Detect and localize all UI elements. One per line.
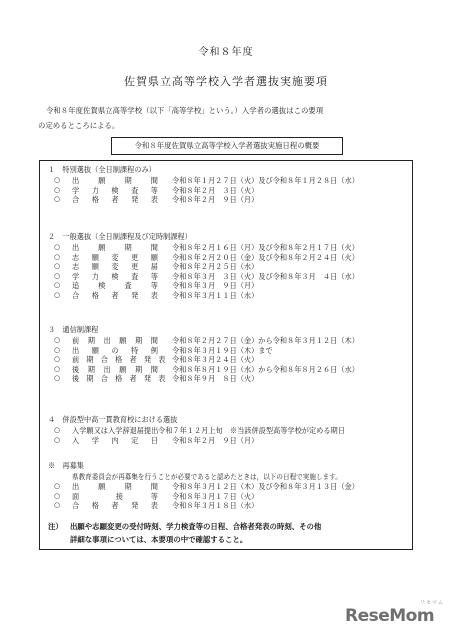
- schedule-row: [48, 426, 408, 436]
- schedule-box-title: 令和８年度佐賀県立高等学校入学者選抜実施日程の概要: [111, 137, 343, 155]
- circle-bullet-icon: ○: [54, 501, 61, 509]
- circle-bullet-icon: ○: [54, 491, 61, 500]
- schedule-row: [48, 365, 408, 375]
- schedule-row: [48, 272, 408, 282]
- circle-bullet-icon: ○: [54, 262, 61, 270]
- circle-bullet-icon: ○: [54, 243, 61, 251]
- schedule-item-label: 学 力 検 査 等: [72, 271, 158, 281]
- intro-line: の定めるところによる。: [38, 121, 120, 130]
- circle-bullet-icon: ○: [54, 482, 61, 490]
- schedule-section: [48, 414, 408, 445]
- document-year: 令和８年度: [198, 47, 254, 58]
- schedule-item-label: 出 願 期 間: [72, 482, 158, 491]
- schedule-item-date: 令和８年８月１９日（水）から令和８年８月２６日（水）: [172, 364, 359, 374]
- schedule-item-date: 令和８年１月２７日（火）及び令和８年１月２８日（水）: [172, 176, 359, 185]
- schedule-item-label: 合 格 者 発 表: [72, 501, 158, 510]
- circle-bullet-icon: ○: [54, 435, 61, 444]
- circle-bullet-icon: ○: [54, 252, 61, 261]
- schedule-row: [48, 243, 408, 253]
- schedule-item-label: 出 願 の 特 例: [72, 345, 158, 355]
- circle-bullet-icon: ○: [54, 185, 61, 194]
- circle-bullet-icon: ○: [54, 176, 61, 184]
- schedule-item-label: 学 力 検 査 等: [72, 185, 158, 195]
- logo-kana: リセマム: [420, 600, 444, 606]
- schedule-row: [48, 492, 408, 502]
- schedule-item-date: 令和８年３月 ９日（月）: [172, 281, 259, 290]
- schedule-row: [48, 482, 408, 492]
- schedule-section: [48, 460, 408, 511]
- schedule-section: [48, 324, 408, 384]
- section-heading: １ 特別選抜（全日制課程のみ）: [48, 165, 156, 174]
- schedule-item-label: 合 格 者 発 表: [72, 195, 158, 204]
- circle-bullet-icon: ○: [54, 281, 61, 289]
- schedule-row: [48, 176, 408, 186]
- schedule-item-label: 後 期 合 格 者 発 表: [72, 374, 166, 383]
- section-heading: ２ 一般選抜（全日制課程及び定時制課程）: [48, 232, 192, 241]
- schedule-item-date: 令和８年２月２５日（水）: [172, 262, 259, 271]
- schedule-row: [48, 186, 408, 196]
- section-heading: ３ 通信制課程: [48, 325, 99, 334]
- schedule-item-date: 令和８年９月 ８日（火）: [172, 374, 259, 383]
- schedule-item-date: 令和８年２月１６日（月）及び令和８年２月１７日（火）: [172, 243, 359, 252]
- schedule-section: [48, 164, 408, 205]
- circle-bullet-icon: ○: [54, 290, 61, 299]
- circle-bullet-icon: ○: [54, 364, 61, 373]
- schedule-item-date: 令和８年２月２７日（金）から令和８年３月１２日（木）: [172, 336, 359, 345]
- schedule-item-label: 面 接 等: [72, 491, 158, 501]
- schedule-item-label: 追 検 査 等: [72, 281, 158, 290]
- schedule-item-label: 入 学 内 定 日: [72, 435, 158, 445]
- schedule-row: [48, 501, 408, 511]
- schedule-item-label: 後 期 出 願 期 間: [72, 364, 158, 374]
- circle-bullet-icon: ○: [54, 271, 61, 280]
- circle-bullet-icon: ○: [54, 426, 61, 434]
- schedule-item-label: 志 願 変 更 願: [72, 252, 158, 262]
- schedule-item-date: 令和８年２月 ９日（月）: [172, 195, 259, 204]
- document-title: 佐賀県立高等学校入学者選抜実施要項: [124, 75, 328, 88]
- schedule-item-label: 志 願 変 更 届: [72, 262, 158, 271]
- schedule-row: [48, 436, 408, 446]
- section-heading: ※ 再募集: [48, 461, 84, 470]
- schedule-row: [48, 346, 408, 356]
- schedule-item-date: 令和８年３月２４日（火）: [172, 355, 259, 364]
- schedule-item-date: 令和８年２月 ３日（火）: [172, 185, 259, 195]
- footnote-line: 出願や志願変更の受付時刻、学力検査等の日程、合格者発表の時刻、その他: [70, 522, 322, 531]
- schedule-item-label: 出 願 期 間: [72, 176, 158, 185]
- schedule-item-date: 令和８年３月１９日（木）まで: [172, 345, 273, 355]
- schedule-row: [48, 195, 408, 205]
- resemom-logo: [345, 600, 450, 630]
- schedule-row: [48, 336, 408, 346]
- section-note: 県教育委員会が再募集を行うことが必要であると認めたときは，以下の日程で実施します。: [72, 473, 342, 481]
- schedule-item-date: 令和８年３月 ３日（火）及び令和８年３月 ４日（水）: [172, 271, 359, 281]
- schedule-row: [48, 291, 408, 301]
- schedule-row: [48, 281, 408, 291]
- schedule-row: [48, 374, 408, 384]
- schedule-item-date: 令和８年２月 ９日（月）: [172, 435, 259, 445]
- schedule-row: [48, 355, 408, 365]
- circle-bullet-icon: ○: [54, 345, 61, 354]
- footnote-mark: 注）: [48, 522, 63, 531]
- logo-brand: ReseMom: [345, 606, 435, 626]
- schedule-row: [48, 262, 408, 272]
- schedule-item-label: 前 期 出 願 期 間: [72, 336, 158, 345]
- intro-paragraph: [38, 103, 426, 133]
- schedule-item-date: 令和８年３月１８日（水）: [172, 501, 259, 510]
- footnote: [48, 520, 408, 546]
- schedule-row: [48, 253, 408, 263]
- circle-bullet-icon: ○: [54, 336, 61, 344]
- schedule-item-label: 合 格 者 発 表: [72, 290, 158, 300]
- schedule-item-date: 令和８年３月１１日（水）: [172, 290, 259, 300]
- circle-bullet-icon: ○: [54, 195, 61, 203]
- section-heading: ４ 併設型中高一貫教育校における選抜: [48, 415, 178, 424]
- schedule-item-label: 出 願 期 間: [72, 243, 158, 252]
- circle-bullet-icon: ○: [54, 374, 61, 382]
- intro-line: 令和８年度佐賀県立高等学校（以下「高等学校」という。）入学者の選抜はこの要項: [46, 106, 324, 115]
- schedule-item-date: 令和８年３月１２日（木）及び令和８年３月１３日（金）: [172, 482, 359, 491]
- circle-bullet-icon: ○: [54, 355, 61, 363]
- schedule-item-date: 令和７年１２月上旬 ※当該併設型高等学校が定める期日: [158, 426, 345, 435]
- schedule-item-label: 入学願又は入学辞退届提出: [72, 426, 159, 435]
- schedule-item-label: 前 期 合 格 者 発 表: [72, 355, 166, 364]
- schedule-section: [48, 231, 408, 300]
- schedule-item-date: 令和８年２月２０日（金）及び令和８年２月２４日（火）: [172, 252, 359, 262]
- schedule-item-date: 令和８年３月１７日（火）: [172, 491, 259, 501]
- footnote-line: 詳細な事項については、本要項の中で確認すること。: [70, 535, 248, 544]
